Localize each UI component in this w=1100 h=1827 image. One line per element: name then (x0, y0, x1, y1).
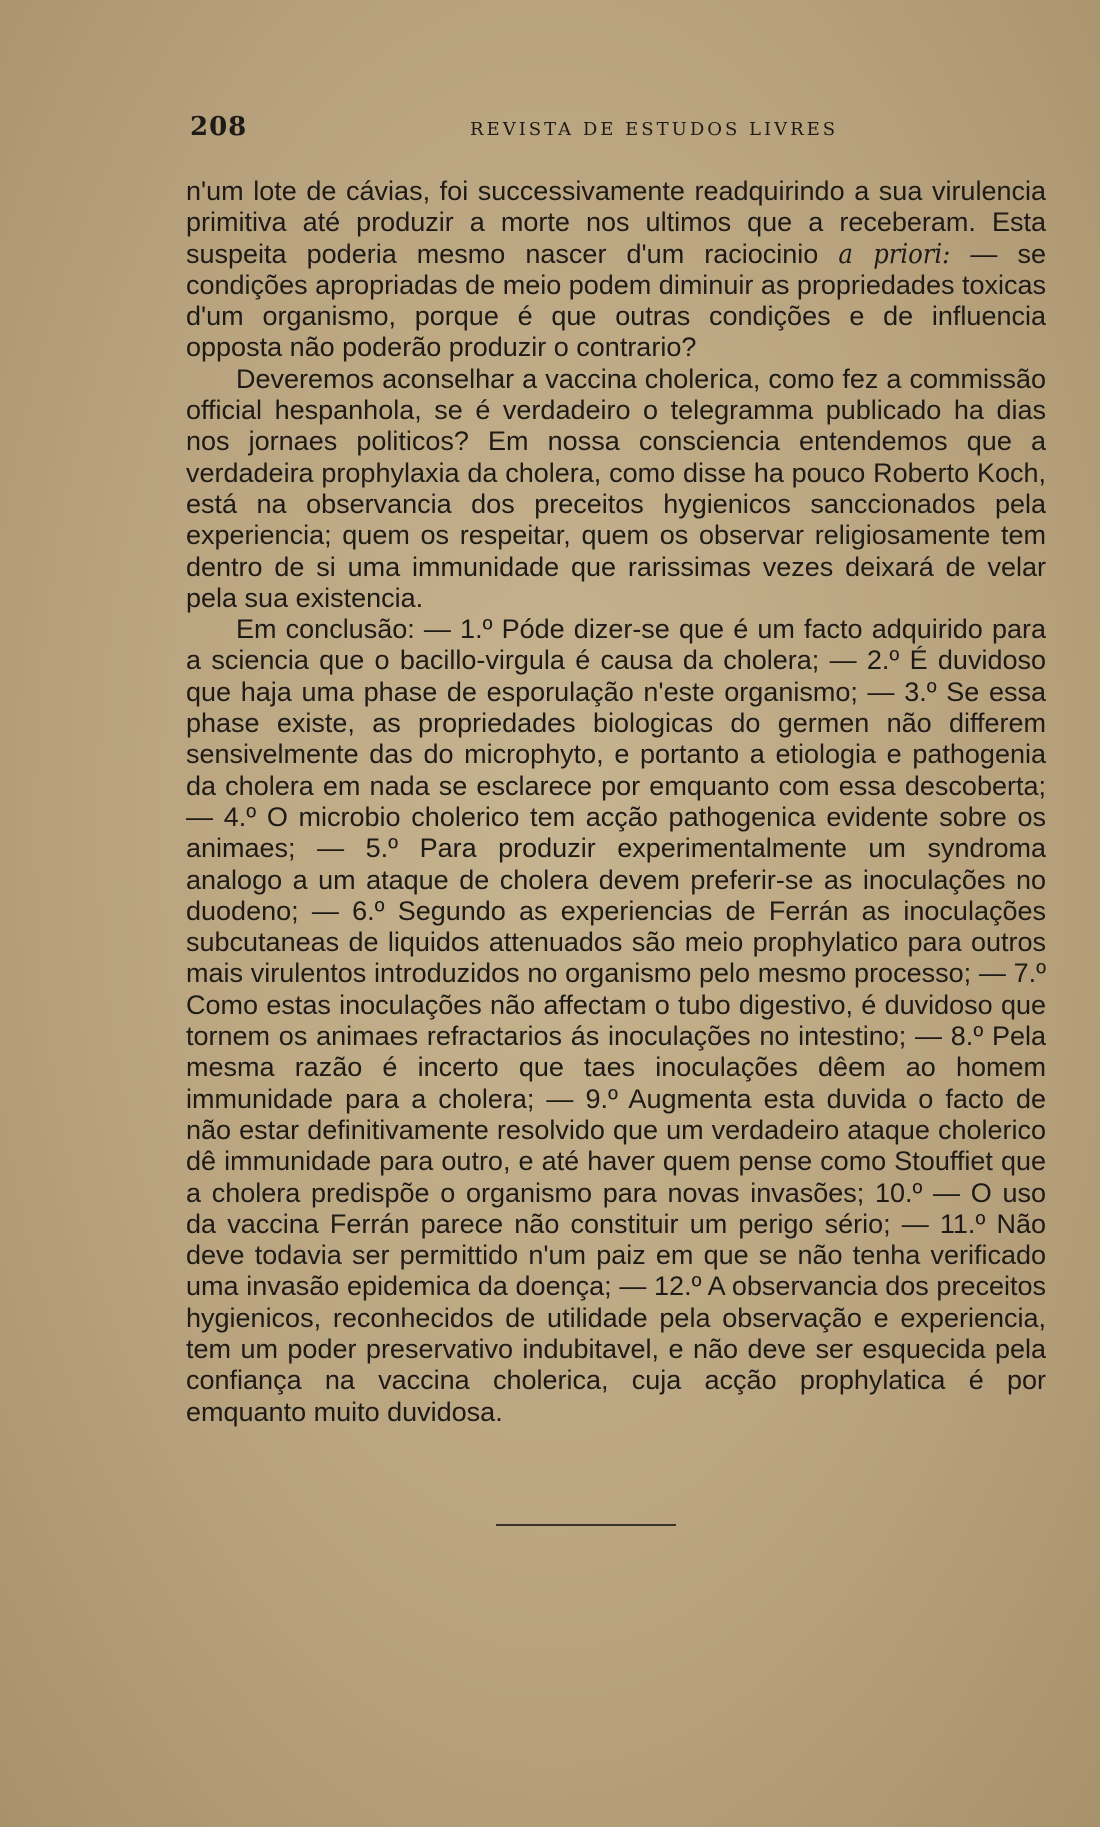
paragraph-continued (186, 176, 1046, 364)
body-text (186, 176, 1046, 1428)
paragraph-conclusion: Em conclusão: — 1.º Póde dizer-se que é um facto adquirido para a sciencia que o bacillo-virgula é causa da cholera; — 2.º É duvidoso que haja uma phase de esporulação n'este organismo; — 3.º Se essa phase existe, as propriedades biologicas do germen não differem sensivelmente das do microphyto, e portanto a etiologia e pathogenia da cholera em nada se esclarece por emquanto com essa descoberta; — 4.º O microbio cholerico tem acção pathogenica evidente sobre os animaes; — 5.º Para produzir experimentalmente um syndroma analogo a um ataque de cholera devem preferir-se as inoculações no duodeno; — 6.º Segundo as experiencias de Ferrán as inoculações subcutaneas de liquidos attenuados são meio prophylatico para outros mais virulentos introduzidos no organismo pelo mesmo processo; — 7.º Como estas inoculações não affectam o tubo digestivo, é duvidoso que tornem os animaes refractarios ás inoculações no intestino; — 8.º Pela mesma razão é incerto que taes inoculações dêem ao homem immunidade para a cholera; — 9.º Augmenta esta duvida o facto de não estar definitivamente resolvido que um verdadeiro ataque cholerico dê immunidade para outro, e até haver quem pense como Stouffiet que a cholera predispõe o organismo para novas invasões; 10.º — O uso da vaccina Ferrán parece não constituir um perigo sério; — 11.º Não deve todavia ser permittido n'um paiz em que se não tenha verificado uma invasão epidemica da doença; — 12.º A observancia dos preceitos hygienicos, reconhecidos de utilidade pela observação e experiencia, tem um poder preservativo indubitavel, e não deve ser esquecida pela confiança na vaccina cholerica, cuja acção prophylatica é por emquanto muito duvidosa. (186, 614, 1046, 1427)
paragraph-vaccine-advice: Deveremos aconselhar a vaccina cholerica, como fez a commissão official hespanhola, se é verdadeiro o telegramma publicado ha dias nos jornaes politicos? Em nossa consciencia entendemos que a verdadeira prophylaxia da cholera, como disse ha pouco Roberto Koch, está na observancia dos preceitos hygienicos sanccionados pela experiencia; quem os respeitar, quem os observar religiosamente tem dentro de si uma immunidade que rarissimas vezes deixará de velar pela sua existencia. (186, 363, 1046, 613)
italic-phrase: a priori: (838, 238, 951, 270)
section-end-rule (496, 1524, 676, 1526)
page-header (190, 112, 1050, 144)
paragraph-text: — se condições apropriadas de meio podem diminuir as propriedades toxicas d'um organismo, porque é que outras condições e de influencia opposta não poderão produzir o contrario? (186, 238, 1046, 363)
running-title: REVISTA DE ESTUDOS LIVRES (470, 119, 839, 140)
page-number: 208 (190, 112, 248, 142)
paragraph-text: n'um lote de cávias, foi successivamente readquirindo a sua virulencia primitiva até produzir a morte nos ultimos que a receberam. Esta suspeita poderia mesmo nascer d'um raciocinio (186, 176, 1046, 269)
